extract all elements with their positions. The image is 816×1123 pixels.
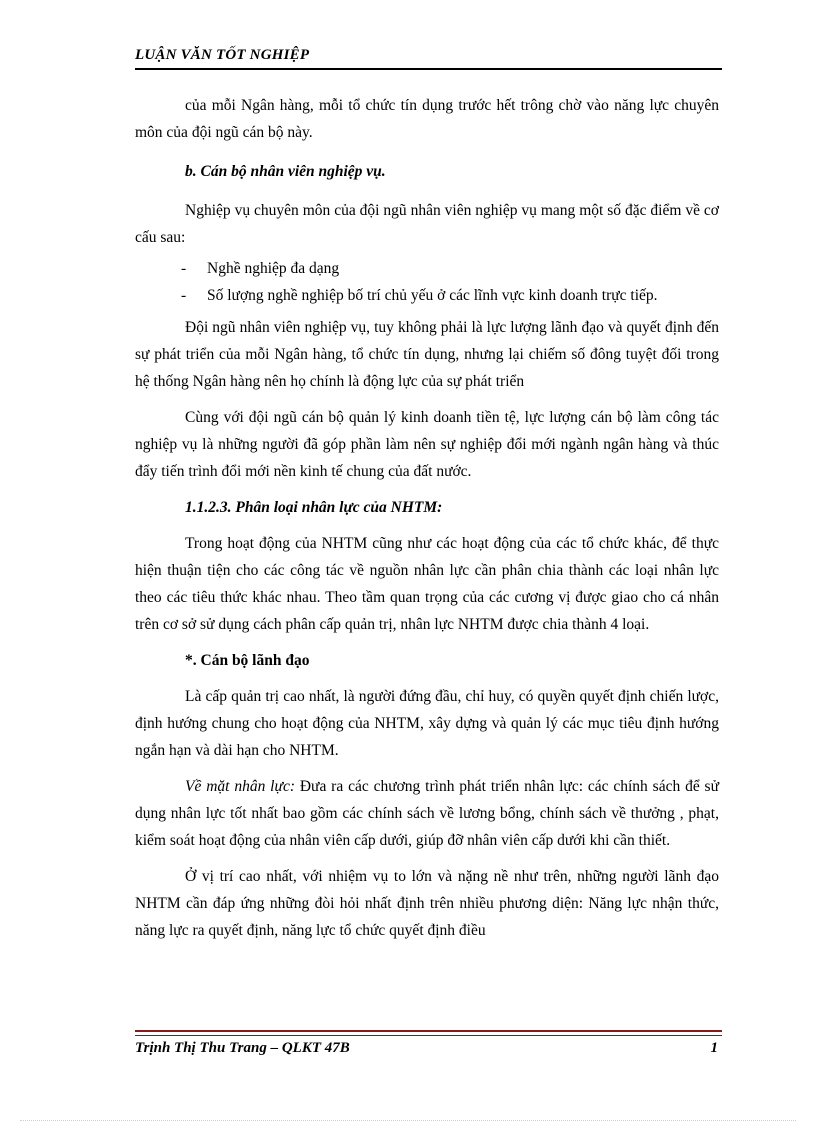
paragraph-6: Là cấp quản trị cao nhất, là người đứng đầu, chỉ huy, có quyền quyết định chiến lược, định hướng chung cho hoạt động của NHTM, xây dựng và quản lý các mục tiêu định hướng ngắn hạn và dài hạn cho NHTM. — [135, 688, 719, 759]
bullet-dash: - — [181, 287, 187, 304]
paragraph-5: Trong hoạt động của NHTM cũng như các hoạt động của các tổ chức khác, để thực hiện thuận tiện cho các công tác về nguồn nhân lực cần phân chia thành các loại nhân lực theo các tiêu thức khác nhau. Theo tầm quan trọng của các cương vị được giao cho cá nhân trên cơ sở sử dụng cách phân cấp quản trị, nhân lực NHTM được chia thành 4 loại. — [135, 535, 719, 633]
list-item-text: Số lượng nghề nghiệp bố trí chủ yếu ở các lĩnh vực kinh doanh trực tiếp. — [207, 287, 658, 304]
document-body — [135, 92, 719, 944]
bullet-dash: - — [181, 260, 187, 277]
footer-divider-thin — [135, 1035, 722, 1036]
paragraph-1: của mỗi Ngân hàng, mỗi tổ chức tín dụng trước hết trông chờ vào năng lực chuyên môn của đội ngũ cán bộ này. — [135, 97, 719, 141]
paragraph-2: Nghiệp vụ chuyên môn của đội ngũ nhân viên nghiệp vụ mang một số đặc điểm về cơ cấu sau: — [135, 202, 719, 246]
section-heading-1123: 1.1.2.3. Phân loại nhân lực của NHTM: — [185, 499, 443, 516]
paragraph-3: Đội ngũ nhân viên nghiệp vụ, tuy không phải là lực lượng lãnh đạo và quyết định đến sự phát triển của mỗi Ngân hàng, tổ chức tín dụng, nhưng lại chiếm số đông tuyệt đối trong hệ thống Ngân hàng nên họ chính là động lực của sự phát triển — [135, 319, 719, 390]
section-heading-b: b. Cán bộ nhân viên nghiệp vụ. — [185, 163, 386, 180]
page-number: 1 — [710, 1040, 718, 1056]
list-item-text: Nghề nghiệp đa dạng — [207, 260, 340, 277]
footer-author: Trịnh Thị Thu Trang – QLKT 47B — [135, 1040, 350, 1056]
paragraph-4: Cùng với đội ngũ cán bộ quản lý kinh doanh tiền tệ, lực lượng cán bộ làm công tác nghiệp vụ là những người đã góp phần làm nên sự nghiệp đổi mới ngành ngân hàng và thúc đẩy tiến trình đổi mới nền kinh tế chung của đất nước. — [135, 409, 719, 480]
running-footer — [135, 1040, 718, 1057]
paragraph-7-lead: Về mặt nhân lực: — [185, 778, 295, 795]
paragraph-8: Ở vị trí cao nhất, với nhiệm vụ to lớn và nặng nề như trên, những người lãnh đạo NHTM cần đáp ứng những đòi hỏi nhất định trên nhiều phương diện: Năng lực nhận thức, năng lực ra quyết định, năng lực tổ chức quyết định điều — [135, 868, 719, 939]
footer-divider — [135, 1030, 722, 1032]
running-header: LUẬN VĂN TỐT NGHIỆP — [135, 47, 310, 63]
paragraph-7 — [135, 773, 719, 854]
list-item — [135, 260, 719, 278]
list-item — [135, 287, 719, 305]
section-heading-leaders: *. Cán bộ lãnh đạo — [185, 652, 310, 669]
header-divider — [135, 68, 722, 70]
page-edge — [20, 1120, 796, 1121]
paragraph-7-text: Đưa ra các chương trình phát triển nhân lực: các chính sách để sử dụng nhân lực tốt nhất bao gồm các chính sách về lương bổng, chính sách về thưởng , phạt, kiểm soát hoạt động của nhân viên cấp dưới, giúp đỡ nhân viên cấp dưới khi cần thiết. — [135, 778, 719, 849]
